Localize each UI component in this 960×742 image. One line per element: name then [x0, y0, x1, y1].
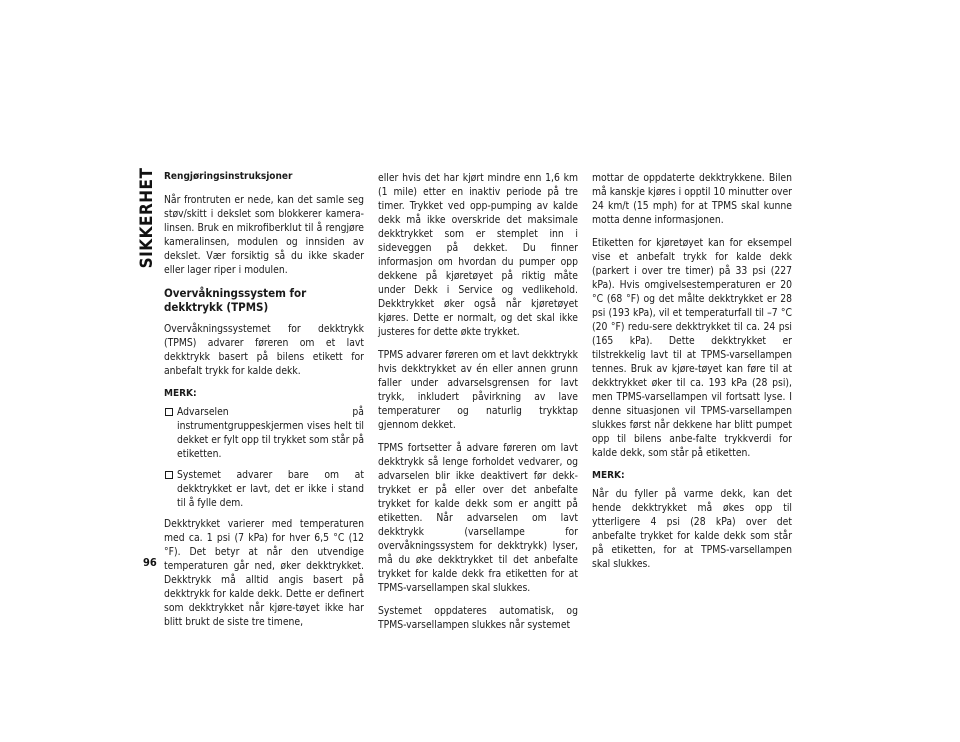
example-paragraph: Etiketten for kjøretøyet kan for eksempel vise et anbefalt trykk for kalde dekk (parkert i over tre timer) på 33 psi (227 kPa). Hvis omgivelsestemperaturen er 20 °C (68 °F) og det målte dekktrykket er 28 psi (193 kPa), vil et temperaturfall til –7 °C (20 °F) redu-sere dekktrykket til ca. 24 psi (165 kPa). Dette dekktrykket er tilstrekkelig lavt til at TPMS-varsellampen tennes. Bruk av kjøre-tøyet kan føre til at dekktrykket øker til ca. 193 kPa (28 psi), men TPMS-varsellampen vil fortsatt lyse. I denne situasjonen vil TPMS-varsellampen slukkes først når dekkene har blitt pumpet opp til bilens anbe-falte trykkverdi for kalde dekk, som står på etiketten.	[592, 237, 792, 459]
system-update-paragraph: Systemet oppdateres automatisk, og TPMS-varsellampen slukkes når systemet	[378, 605, 578, 631]
temperature-paragraph: Dekktrykket varierer med temperaturen med ca. 1 psi (7 kPa) for hver 6,5 °C (12 °F). Det betyr at når den utvendige temperaturen går ned, øker dekktrykket. Dekktrykk må alltid angis basert på dekktrykk for kalde dekk. Dette er definert som dekktrykket når kjøre-tøyet ikke har blitt brukt de siste tre timene,	[164, 518, 364, 628]
cleaning-subheading: Rengjøringsinstruksjoner	[164, 171, 293, 182]
tpms-warning-paragraph: TPMS advarer føreren om et lavt dekktrykk hvis dekktrykket av én eller annen grunn faller under advarselsgrensen for lavt trykk, inkludert påvirkning av lave temperaturer og naturlig trykktap gjennom dekket.	[378, 349, 578, 431]
cleaning-paragraph: Når frontruten er nede, kan det samle seg støv/skitt i dekslet som blokkerer kamera-linsen. Bruk en mikrofiberklut til å rengjøre kameralinsen, modulen og innsiden av dekslet. Vær forsiktig så du ikke skader eller lager riper i modulen.	[164, 194, 364, 276]
tpms-section-heading: Overvåkningssystem for dekktrykk (TPMS)	[164, 286, 307, 314]
tpms-continue-paragraph: TPMS fortsetter å advare føreren om lavt dekktrykk så lenge forholdet vedvarer, og advarselen blir ikke deaktivert før dekk-trykket er på eller over det anbefalte trykket for kalde dekk som er angitt på etiketten. Når advarselen om lavt dekktrykk (varsellampe for overvåkningssystem for dekktrykk) lyser, må du øke dekktrykket til det anbefalte trykket for kalde dekk fra etiketten for at TPMS-varsellampen skal slukkes.	[378, 442, 578, 594]
section-tab-label: SIKKERHET	[137, 167, 157, 269]
checkbox-bullet-icon	[165, 408, 173, 416]
note-bullet-item	[164, 468, 364, 510]
text-column-3	[592, 171, 792, 571]
section-side-tab	[136, 168, 158, 268]
warm-tire-note-paragraph: Når du fyller på varme dekk, kan det hende dekktrykket må økes opp til ytterligere 4 psi (28 kPa) over det anbefalte trykket for kalde dekk som står på etiketten, for at TPMS-varsellampen skal slukkes.	[592, 488, 792, 570]
note-bullet-text: Systemet advarer bare om at dekktrykket er lavt, det er ikke i stand til å fylle dem.	[177, 469, 364, 509]
cold-tire-paragraph: eller hvis det har kjørt mindre enn 1,6 km (1 mile) etter en inaktiv periode på tre timer. Trykket ved opp-pumping av kalde dekk må ikke overskride det maksimale dekktrykket som er stemplet inn i sideveggen på dekket. Du finner informasjon om hvordan du pumper opp dekkene på kjøretøyet på riktig måte under Dekk i Service og vedlikehold. Dekktrykket øker også når kjøretøyet kjøres. Dette er normalt, og det skal ikke justeres for dette økte trykket.	[378, 172, 578, 338]
text-column-2	[378, 171, 578, 641]
text-column-1	[164, 170, 364, 638]
checkbox-bullet-icon	[165, 471, 173, 479]
page-number: 96	[143, 556, 157, 569]
note-label: MERK:	[164, 388, 197, 399]
note-bullet-text: Advarselen på instrumentgruppeskjermen vises helt til dekket er fylt opp til trykket som står på etiketten.	[177, 406, 364, 460]
update-continued-paragraph: mottar de oppdaterte dekktrykkene. Bilen må kanskje kjøres i opptil 10 minutter over 24 km/t (15 mph) for at TPMS skal kunne motta denne informasjonen.	[592, 172, 792, 226]
tpms-intro-paragraph: Overvåkningssystemet for dekktrykk (TPMS) advarer føreren om et lavt dekktrykk basert på bilens etikett for anbefalt trykk for kalde dekk.	[164, 323, 364, 377]
note-label: MERK:	[592, 470, 625, 481]
note-bullet-item	[164, 405, 364, 461]
